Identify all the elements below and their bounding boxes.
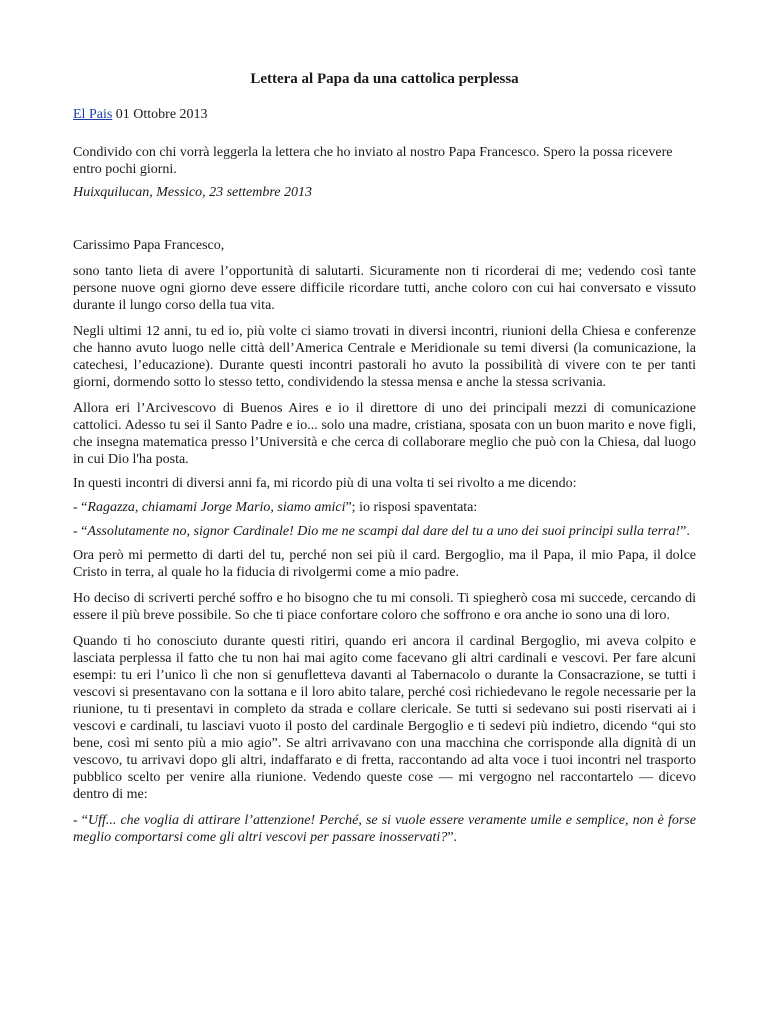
paragraph-3: Allora eri l’Arcivescovo di Buenos Aires e io il direttore di uno dei principali mezzi di comunicazione cattolici. Adesso tu sei il Santo Padre e io... solo una madre, cristiana, sposata con un buon marito e nove figli, che insegna matematica presso l’Università e che cerca di collaborare meglio che può con la Chiesa, dal luogo in cui Dio l'ha posta. <box>73 401 696 467</box>
paragraph-5: Ora però mi permetto di darti del tu, perché non sei più il card. Bergoglio, ma il Papa, il mio Papa, il dolce Cristo in terra, al quale ho la fiducia di rivolgermi come a mio padre. <box>73 548 696 580</box>
paragraph-7: Quando ti ho conosciuto durante questi ritiri, quando eri ancora il cardinal Bergoglio, mi aveva colpito e lasciata perplessa il fatto che tu non hai mai agito come facevano gli altri cardinali e vescovi. Per fare alcuni esempi: tu eri l’unico lì che non si genufletteva davanti al Tabernacolo o durante la Consacrazione, se tutti i vescovi si presentavano con la sottana e il loro abito talare, perché così richiedevano le regole necessarie per la riunione, tu ti presentavi in completo da strada e collare clericale. Se tutti si sedevano sui posti riservati ai i vescovi e cardinali, tu lasciavi vuoto il posto del cardinale Bergoglio e ti sedevi più indietro, dicendo “qui sto bene, così mi sento più a mio agio”. Se altri arrivavano con una macchina che corrisponde alla dignità di un vescovo, tu arrivavi dopo gli altri, indaffarato e di fretta, raccontando ad alta voce i tuoi incontri nel trasporto pubblico scelto per venire alla riunione. Vedendo queste cose — mi vergogno nel raccontartelo — dicevo dentro di me: <box>73 634 696 802</box>
salutation: Carissimo Papa Francesco, <box>73 238 225 253</box>
source-line <box>73 106 696 124</box>
quote-1 <box>73 499 696 516</box>
paragraph-4: In questi incontri di diversi anni fa, mi ricordo più di una volta ti sei rivolto a me dicendo: <box>73 476 577 491</box>
quote-3-text: Uff... che voglia di attirare l’attenzione! Perché, se si vuole essere veramente umile e semplice, non è forse meglio comportarsi come gli altri vescovi per passare inosservati? <box>73 813 696 845</box>
source-date: 01 Ottobre 2013 <box>112 107 208 122</box>
quote-3-suffix: ”. <box>447 830 458 845</box>
intro-paragraph: Condivido con chi vorrà leggerla la lettera che ho inviato al nostro Papa Francesco. Spero la possa ricevere entro pochi giorni. <box>73 145 673 177</box>
quote-2-prefix: - “ <box>73 524 88 539</box>
quote-1-text: Ragazza, chiamami Jorge Mario, siamo amici <box>87 500 346 515</box>
quote-2-suffix: ”. <box>680 524 690 539</box>
quote-1-prefix: - “ <box>73 500 88 515</box>
quote-3 <box>73 812 696 846</box>
paragraph-2: Negli ultimi 12 anni, tu ed io, più volte ci siamo trovati in diversi incontri, riunioni della Chiesa e conferenze che hanno avuto luogo nelle città dell’America Centrale e Meridionale su temi diversi (la comunicazione, la catechesi, l’educazione). Durante questi incontri pastorali ho avuto la possibilità di vivere con te per tanti giorni, dormendo sotto lo stesso tetto, condividendo la stessa mensa e anche la stessa scrivania. <box>73 324 696 390</box>
quote-1-suffix: ”; io risposi spaventata: <box>345 500 478 515</box>
paragraph-1: sono tanto lieta di avere l’opportunità di salutarti. Sicuramente non ti ricorderai di me; vedendo così tante persone nuove ogni giorno deve essere difficile ricordare tutti, anche coloro con cui hai conversato e vissuto durante il lungo corso della tua vita. <box>73 264 696 313</box>
quote-2 <box>73 523 696 540</box>
document-title: Lettera al Papa da una cattolica perplessa <box>250 71 519 87</box>
place-date: Huixquilucan, Messico, 23 settembre 2013 <box>73 185 312 200</box>
quote-3-prefix: - “ <box>73 813 88 828</box>
quote-2-text: Assolutamente no, signor Cardinale! Dio me ne scampi dal dare del tu a uno dei suoi principi sulla terra! <box>87 524 681 539</box>
paragraph-6: Ho deciso di scriverti perché soffro e ho bisogno che tu mi consoli. Ti spiegherò cosa mi succede, cercando di essere il più breve possibile. So che ti piace confortare coloro che soffrono e ora anche io sono una di loro. <box>73 591 696 623</box>
source-link[interactable]: El Pais <box>73 107 113 122</box>
